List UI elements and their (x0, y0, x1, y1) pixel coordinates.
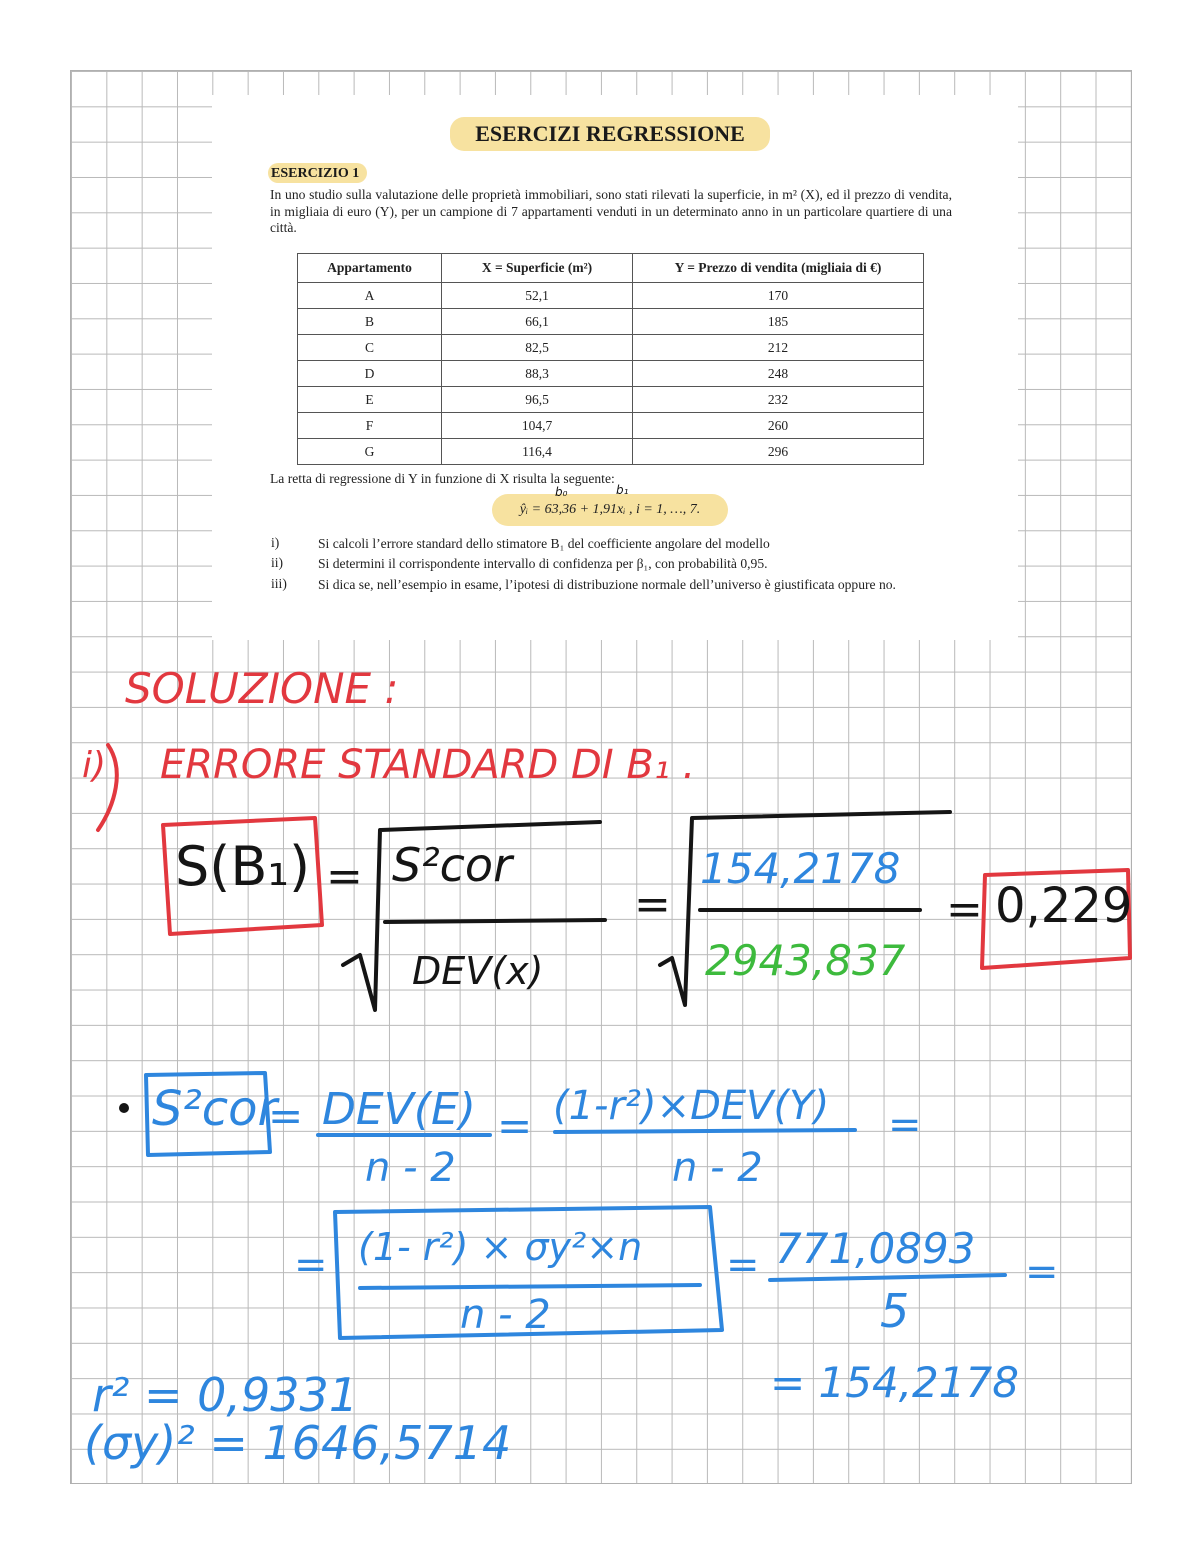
table-cell: 52,1 (442, 283, 633, 309)
table-cell: 104,7 (442, 413, 633, 439)
table-cell: 296 (633, 439, 924, 465)
se-lhs: S(B₁) (175, 835, 311, 898)
equals-sign: = (326, 851, 363, 902)
equals-sign: = (497, 1101, 533, 1150)
result-value: 0,229 (995, 878, 1133, 934)
fraction-denominator: 5 (880, 1284, 910, 1338)
question-text: Si determini il corrispondente intervallo di confidenza per β₁, con probabilità 0,95. (318, 556, 768, 571)
table-cell: A (298, 283, 442, 309)
denominator-value: 2943,837 (705, 936, 906, 985)
table-cell: G (298, 439, 442, 465)
col-header-surface: X = Superficie (m²) (442, 254, 633, 283)
regression-equation: ŷᵢ = 63,36 + 1,91xᵢ , i = 1, …, 7. (492, 494, 728, 526)
annotation-b0: b₀ (555, 485, 568, 499)
r-squared-value: r² = 0,9331 (92, 1368, 359, 1422)
s2cor-def-lhs: S²cor (152, 1081, 278, 1137)
fraction-bar-6 (770, 1275, 1005, 1280)
question-text: Si dica se, nell’esempio in esame, l’ipotesi di distribuzione normale dell’universo è giustificata oppure no. (318, 577, 896, 592)
s2cor-symbol: S²cor (392, 838, 512, 892)
table-cell: 96,5 (442, 387, 633, 413)
table-cell: 212 (633, 335, 924, 361)
table-cell: 82,5 (442, 335, 633, 361)
regression-intro: La retta di regressione di Y in funzione di X risulta la seguente: (270, 471, 615, 486)
table-cell: 116,4 (442, 439, 633, 465)
exercise-intro-text: In uno studio sulla valutazione delle proprietà immobiliari, sono stati rilevati la superficie, in m² (X), ed il prezzo di vendita, in migliaia di euro (Y), per un campione di 7 appartamenti venduti in un determinato anno in un particolare quartiere di una città. (270, 187, 952, 235)
table-cell: D (298, 361, 442, 387)
equals-sign: = (726, 1242, 760, 1288)
table-cell: 248 (633, 361, 924, 387)
dev-x: DEV(x) (412, 949, 544, 993)
part-i-label: i) (82, 745, 107, 786)
table-cell: 185 (633, 309, 924, 335)
col-header-apartment: Appartamento (298, 254, 442, 283)
table-cell: 260 (633, 413, 924, 439)
fraction-numerator: 771,0893 (775, 1224, 976, 1273)
n-minus-2: n - 2 (460, 1292, 551, 1338)
table-cell: C (298, 335, 442, 361)
n-minus-2: n - 2 (672, 1145, 763, 1191)
sigma-y-squared-value: (σy)² = 1646,5714 (84, 1416, 512, 1470)
question-number: i) (271, 535, 280, 550)
question-number: iii) (271, 576, 287, 591)
fraction-bar-4 (555, 1130, 855, 1132)
bullet-dot (119, 1103, 129, 1113)
question-number: ii) (271, 555, 284, 570)
exercise-label: ESERCIZIO 1 (268, 163, 367, 183)
table-cell: B (298, 309, 442, 335)
question-text: Si calcoli l’errore standard dello stimatore B₁ del coefficiente angolare del modello (318, 536, 770, 551)
table-cell: 66,1 (442, 309, 633, 335)
numerator-value: 154,2178 (700, 844, 901, 893)
table-cell: 232 (633, 387, 924, 413)
equals-sign: = (888, 1102, 922, 1148)
table-cell: E (298, 387, 442, 413)
table-cell: F (298, 413, 442, 439)
formula-numerator: (1- r²) × σy²×n (358, 1225, 643, 1269)
n-minus-2: n - 2 (365, 1145, 456, 1191)
final-value: = 154,2178 (770, 1358, 1019, 1407)
equals-sign: = (634, 879, 671, 930)
fraction-bar-1 (385, 920, 605, 922)
equals-sign: = (946, 884, 983, 935)
table-cell: 170 (633, 283, 924, 309)
table-cell: 88,3 (442, 361, 633, 387)
dev-e: DEV(E) (322, 1084, 476, 1135)
equals-sign: = (294, 1242, 328, 1288)
equals-sign: = (268, 1091, 304, 1140)
part-i-heading: ERRORE STANDARD DI B₁ . (160, 742, 696, 788)
annotation-b1: b₁ (616, 483, 629, 497)
col-header-price: Y = Prezzo di vendita (migliaia di €) (633, 254, 924, 283)
fraction-bar-5 (360, 1285, 700, 1288)
equals-sign: = (1025, 1249, 1059, 1295)
solution-heading: SOLUZIONE : (125, 664, 399, 713)
page-title: ESERCIZI REGRESSIONE (450, 117, 770, 151)
one-minus-r2-devy: (1-r²)×DEV(Y) (553, 1083, 830, 1129)
